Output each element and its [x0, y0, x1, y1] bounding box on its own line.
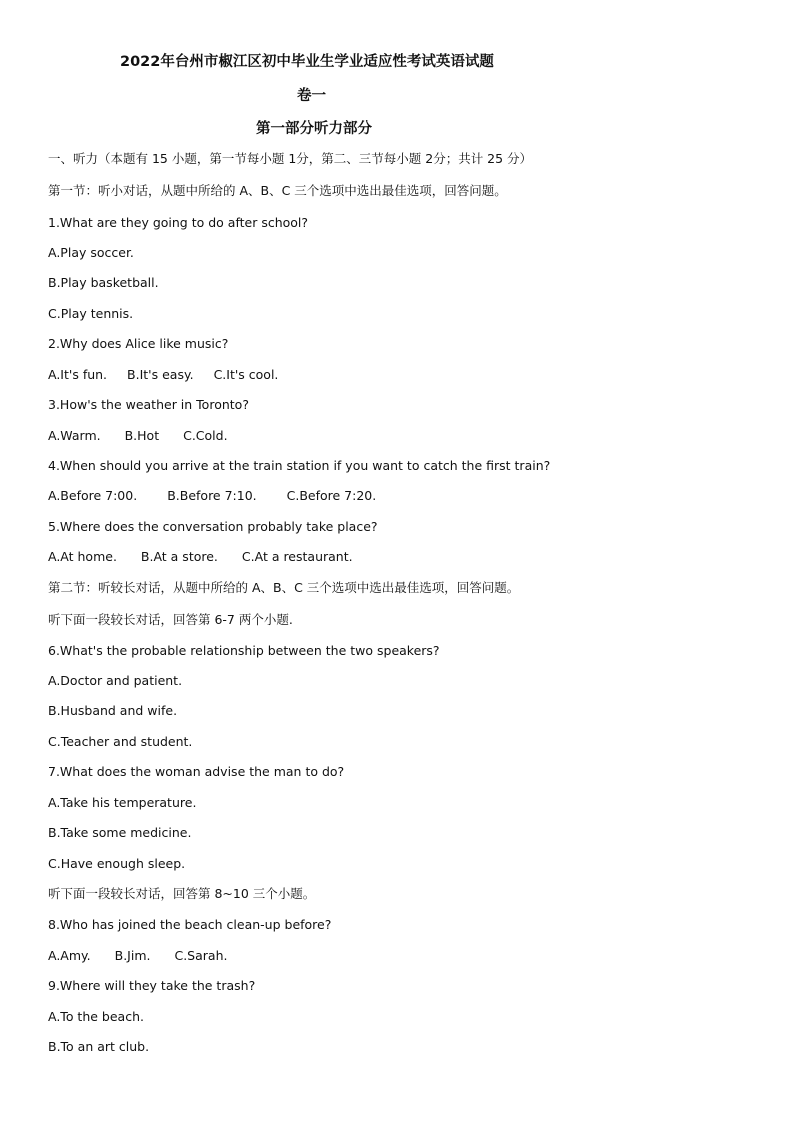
question-3-option-c: C.Cold.	[183, 428, 228, 443]
question-6-option-c: C.Teacher and student.	[48, 734, 193, 749]
question-8-option-b: B.Jim.	[114, 948, 151, 963]
question-8-stem: 8.Who has joined the beach clean-up before?	[48, 917, 332, 932]
section1-instructions: 第一节：听小对话，从题中所给的 A、B、C 三个选项中选出最佳选项，回答问题。	[48, 183, 507, 198]
question-1-option-b: B.Play basketball.	[48, 275, 159, 290]
question-3-stem: 3.How's the weather in Toronto?	[48, 397, 249, 412]
question-4-options	[48, 488, 376, 504]
question-7-option-b: B.Take some medicine.	[48, 825, 192, 840]
question-4-option-a: A.Before 7:00.	[48, 488, 138, 503]
exam-title: 2022年台州市椒江区初中毕业生学业适应性考试英语试题	[120, 54, 494, 70]
question-8-option-c: C.Sarah.	[174, 948, 228, 963]
question-9-stem: 9.Where will they take the trash?	[48, 978, 256, 993]
question-2-option-b: B.It's easy.	[127, 367, 194, 382]
question-8-option-a: A.Amy.	[48, 948, 91, 963]
question-7-option-a: A.Take his temperature.	[48, 795, 197, 810]
question-2-options	[48, 367, 278, 383]
question-7-stem: 7.What does the woman advise the man to do?	[48, 764, 345, 779]
question-5-option-b: B.At a store.	[140, 549, 218, 564]
question-9-option-b: B.To an art club.	[48, 1039, 150, 1054]
listening-instructions: 一、听力（本题有 15 小题，第一节每小题 1分，第二、三节每小题 2分；共计 25 分）	[48, 151, 533, 166]
question-5-options	[48, 549, 353, 565]
question-5-stem: 5.Where does the conversation probably take place?	[48, 519, 378, 534]
question-3-option-b: B.Hot	[124, 428, 160, 443]
section2-instructions: 第二节：听较长对话，从题中所给的 A、B、C 三个选项中选出最佳选项，回答问题。	[48, 580, 520, 595]
dialogue-group-6-7: 听下面一段较长对话，回答第 6-7 两个小题.	[48, 612, 293, 627]
question-2-stem: 2.Why does Alice like music?	[48, 336, 229, 351]
question-8-options	[48, 948, 227, 964]
question-1-stem: 1.What are they going to do after school?	[48, 215, 309, 230]
question-1-option-c: C.Play tennis.	[48, 306, 134, 321]
question-3-option-a: A.Warm.	[48, 428, 101, 443]
question-4-option-b: B.Before 7:10.	[167, 488, 257, 503]
question-6-stem: 6.What's the probable relationship between the two speakers?	[48, 643, 440, 658]
question-6-option-a: A.Doctor and patient.	[48, 673, 183, 688]
part-heading: 第一部分听力部分	[256, 121, 372, 137]
question-2-option-a: A.It's fun.	[48, 367, 108, 382]
question-6-option-b: B.Husband and wife.	[48, 703, 178, 718]
question-1-option-a: A.Play soccer.	[48, 245, 134, 260]
question-4-stem: 4.When should you arrive at the train station if you want to catch the first train?	[48, 458, 551, 473]
question-5-option-a: A.At home.	[48, 549, 117, 564]
question-9-option-a: A.To the beach.	[48, 1009, 144, 1024]
question-4-option-c: C.Before 7:20.	[286, 488, 377, 503]
question-5-option-c: C.At a restaurant.	[241, 549, 353, 564]
dialogue-group-8-10: 听下面一段较长对话，回答第 8~10 三个小题。	[48, 886, 316, 901]
volume-label: 卷一	[297, 88, 326, 104]
question-7-option-c: C.Have enough sleep.	[48, 856, 186, 871]
question-2-option-c: C.It's cool.	[213, 367, 279, 382]
question-3-options	[48, 428, 228, 444]
